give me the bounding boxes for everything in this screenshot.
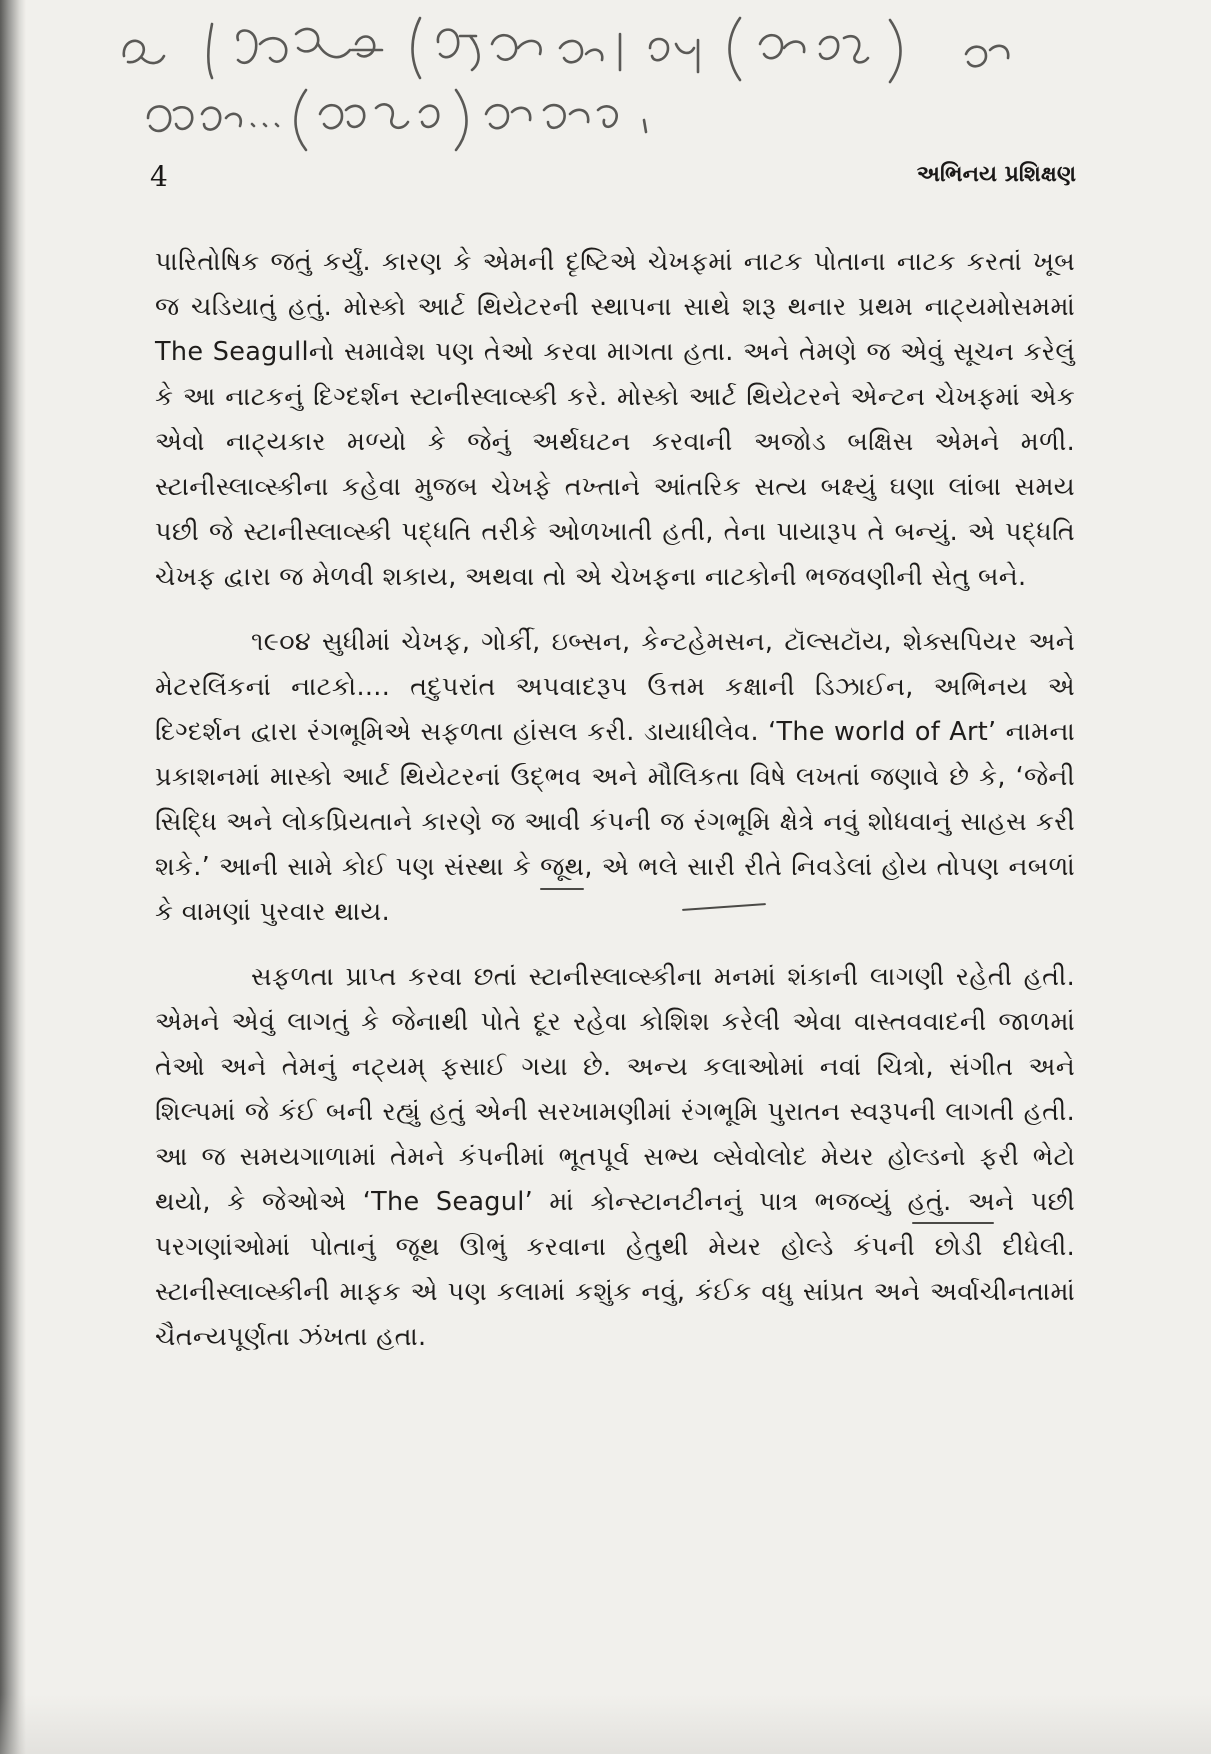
body-text — [155, 240, 1075, 1360]
pencil-underline-mark — [912, 1222, 994, 1224]
pencil-underline-mark — [540, 888, 584, 890]
handwritten-note-icon — [120, 14, 1100, 154]
paragraph-3: સફળતા પ્રાપ્ત કરવા છતાં સ્ટાનીસ્લાવ્સ્કીના મનમાં શંકાની લાગણી રહેતી હતી. એમને એવું લાગતું કે જેનાથી પોતે દૂર રહેવા કોશિશ કરેલી એવા વાસ્તવવાદની જાળમાં તેઓ અને તેમનું નટ્યમ્ ફસાઈ ગયા છે. અન્ય કલાઓમાં નવાં ચિત્રો, સંગીત અને શિલ્પમાં જે કંઈ બની રહ્યું હતું એની સરખામણીમાં રંગભૂમિ પુરાતન સ્વરૂપની લાગતી હતી. આ જ સમયગાળામાં તેમને કંપનીમાં ભૂતપૂર્વ સભ્ય વ્સેવોલોદ મેયર હોલ્ડનો ફરી ભેટો થયો, કે જેઓએ ‘The Seagul’ માં કોન્સ્ટાનટીનનું પાત્ર ભજવ્યું હતું. અને પછી પરગણાંઓમાં પોતાનું જૂથ ઊભું કરવાના હેતુથી મેયર હોલ્ડે કંપની છોડી દીધેલી. સ્ટાનીસ્લાવ્સ્કીની માફક એ પણ કલામાં કશુંક નવું, કંઈક વધુ સાંપ્રત અને અર્વાચીનતામાં ચૈતન્યપૂર્ણતા ઝંખતા હતા. — [155, 962, 1075, 1352]
page-binding-shadow — [0, 0, 26, 1754]
running-header: અભિનય પ્રશિક્ષણ — [916, 162, 1076, 187]
page-number: 4 — [150, 160, 168, 193]
paragraph-2: ૧૯૦૪ સુધીમાં ચેખફ, ગોર્કી, ઇબ્સન, કેન્ટહેમસન, ટૉલ્સટૉય, શેક્સપિયર અને મેટરલિંકનાં નાટકો.... તદુપરાંત અપવાદરૂપ ઉત્તમ કક્ષાની ડિઝાઈન, અભિનય એ દિગ્દર્શન દ્વારા રંગભૂમિએ સફળતા હાંસલ કરી. ડાયાધીલેવ. ‘The world of Art’ નામના પ્રકાશનમાં માસ્કો આર્ટ થિયેટરનાં ઉદ્ભવ અને મૌલિકતા વિષે લખતાં જણાવે છે કે, ‘જેની સિદ્ધિ અને લોકપ્રિયતાને કારણે જ આવી કંપની જ રંગભૂમિ ક્ષેત્રે નવું શોધવાનું સાહસ કરી શકે.’ આની સામે કોઈ પણ સંસ્થા કે જૂથ, એ ભલે સારી રીતે નિવડેલાં હોય તોપણ નબળાં કે વામણાં પુરવાર થાય. — [155, 627, 1075, 927]
paragraph-1: પારિતોષિક જતું કર્યું. કારણ કે એમની દૃષ્ટિએ ચેખફમાં નાટક પોતાના નાટક કરતાં ખૂબ જ ચડિયાતું હતું. મોસ્કો આર્ટ થિયેટરની સ્થાપના સાથે શરૂ થનાર પ્રથમ નાટ્યમોસમમાં The Seagullનો સમાવેશ પણ તેઓ કરવા માગતા હતા. અને તેમણે જ એવું સૂચન કરેલું કે આ નાટકનું દિગ્દર્શન સ્ટાનીસ્લાવ્સ્કી કરે. મોસ્કો આર્ટ થિયેટરને એન્ટન ચેખફમાં એક એવો નાટ્યકાર મળ્યો કે જેનું અર્થઘટન કરવાની અજોડ બક્ષિસ એમને મળી. સ્ટાનીસ્લાવ્સ્કીના કહેવા મુજબ ચેખફે તખ્તાને આંતરિક સત્ય બક્ષ્યું ઘણા લાંબા સમય પછી જે સ્ટાનીસ્લાવ્સ્કી પદ્ધતિ તરીકે ઓળખાતી હતી, તેના પાયારૂપ તે બન્યું. એ પદ્ધતિ ચેખફ દ્વારા જ મેળવી શકાય, અથવા તો એ ચેખફના નાટકોની ભજવણીની સેતુ બને. — [155, 247, 1075, 592]
page-bottom-shadow — [0, 1694, 1211, 1754]
